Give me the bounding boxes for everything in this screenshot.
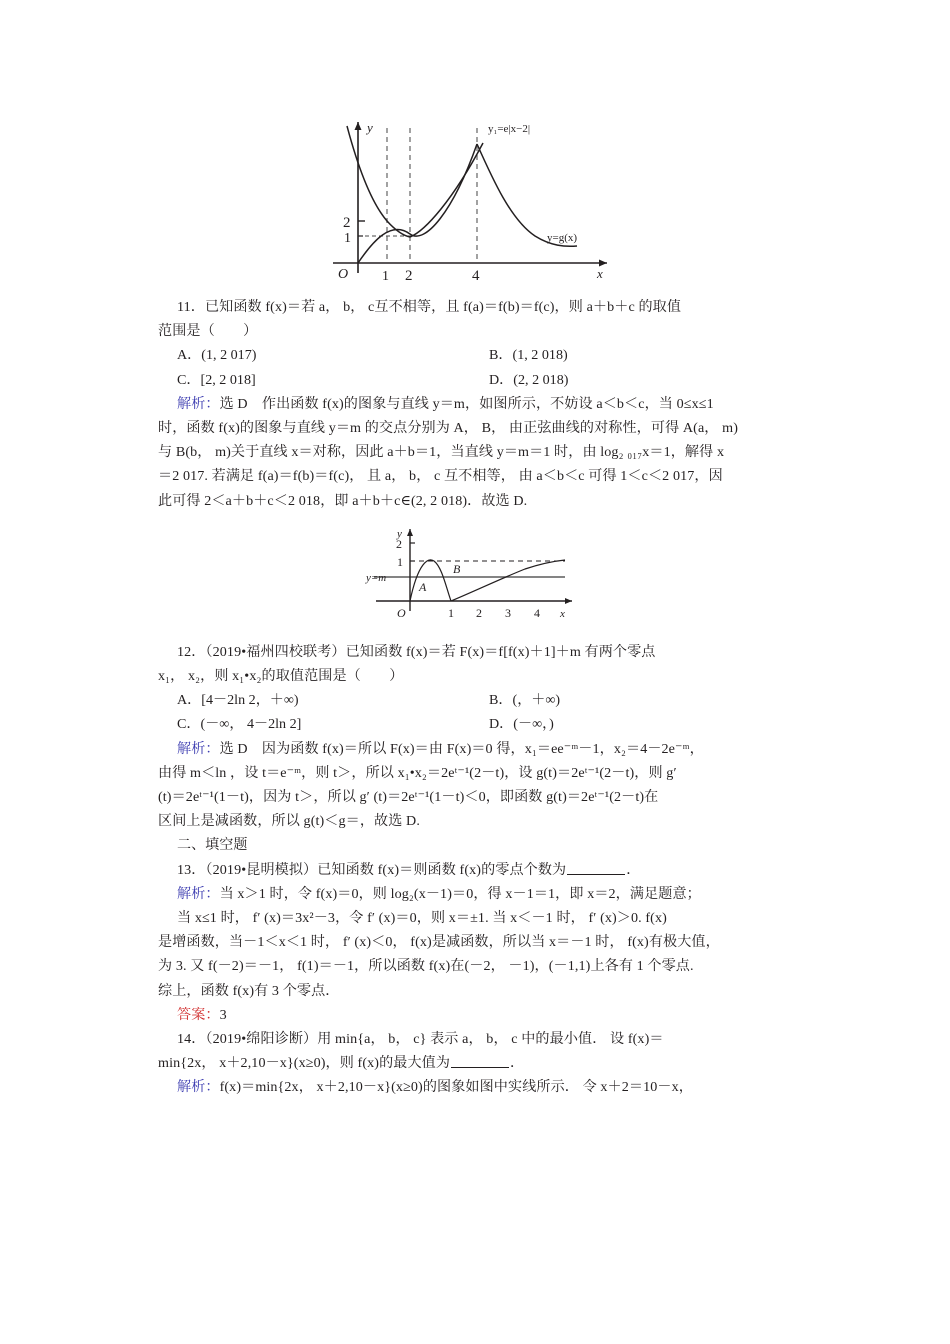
q11-solution-line-3: 与 B(b， m)关于直线 x＝对称，因此 a＋b＝1，当直线 y＝m＝1 时，由 log₂ ₀₁₇x＝1，解得 x: [158, 444, 725, 461]
answer-label: 答案：: [177, 1006, 220, 1023]
q13-answer-line: [158, 1003, 792, 1027]
q11-option-A[interactable]: A．(1, 2 017): [177, 347, 257, 364]
question-14-solution: [158, 1075, 792, 1099]
q13-solution-line-2: 当 x≤1 时， f′ (x)＝3x²－3，令 f′ (x)＝0，则 x＝±1. 当 x＜－1 时， f′ (x)＞0. f(x): [177, 910, 667, 927]
curve-sine-hump: [410, 560, 451, 601]
x-tick-label-1: 1: [382, 269, 389, 283]
q12-option-D[interactable]: D．(－∞，): [489, 716, 554, 733]
point-label-A: A: [419, 579, 427, 594]
y-tick-label-2: 2: [396, 536, 402, 551]
q12-solution-line-1: 解析：选 D 因为函数 f(x)＝所以 F(x)＝由 F(x)＝0 得，x₁＝ee⁻ᵐ－1，x₂＝4－2e⁻ᵐ，: [177, 740, 704, 757]
origin-label: O: [338, 267, 349, 282]
x-tick-label-1: 1: [448, 605, 454, 620]
y-tick-label-2: 2: [343, 215, 351, 231]
question-12-stem: [158, 640, 792, 688]
y-tick-label-1: 1: [397, 554, 403, 569]
q12-option-row-1: [158, 688, 792, 712]
q11-solution-line-2: 时，函数 f(x)的图象与直线 y＝m 的交点分别为 A， B， 由正弦曲线的对称性，可得 A(a， m): [158, 420, 738, 437]
q13-solution-line-4: 为 3. 又 f(－2)＝－1， f(1)＝－1，所以函数 f(x)在(－2， －1)，(－1,1)上各有 1 个零点.: [158, 958, 694, 975]
q14-solution-line-1: 解析：f(x)＝min{2x， x＋2,10－x}(x≥0)的图象如图中实线所示． 令 x＋2＝10－x，: [177, 1079, 693, 1096]
answer-blank[interactable]: [451, 1056, 509, 1068]
question-13-stem: [158, 858, 792, 882]
question-14-stem: [158, 1027, 792, 1075]
q12-solution-line-2: 由得 m＜ln ，设 t＝e⁻ᵐ，则 t＞，所以 x₁•x₂＝2eᵗ⁻¹(2－t)，设 g(t)＝2eᵗ⁻¹(2－t)，则 g′: [158, 764, 677, 781]
q11-line-2: 范围是（ ）: [158, 323, 258, 340]
q12-solution-line-3: (t)＝2eᵗ⁻¹(1－t)，因为 t＞，所以 g′ (t)＝2eᵗ⁻¹(1－t)＜0，即函数 g(t)＝2eᵗ⁻¹(2－t)在: [158, 789, 659, 806]
question-13-solution: [158, 882, 792, 1003]
origin-label: O: [397, 605, 406, 620]
question-13-answer: [158, 1003, 792, 1027]
curve-log-rising: [451, 560, 565, 601]
answer-value: 3: [219, 1006, 227, 1023]
q12-option-A[interactable]: A．[4－2ln 2，＋∞): [177, 692, 299, 709]
q11-option-row-2: [158, 368, 792, 392]
q12-option-C[interactable]: C．(－∞， 4－2ln 2]: [177, 716, 302, 733]
section-heading-fill-in-blanks: 二、填空题: [177, 837, 248, 854]
solution-label: 解析：: [177, 395, 220, 412]
q11-option-row-1: [158, 343, 792, 367]
x-tick-label-4: 4: [534, 605, 540, 620]
answer-blank[interactable]: [567, 863, 625, 875]
point-label-B: B: [453, 561, 461, 576]
question-11-stem: [158, 295, 792, 343]
y-axis-arrow: [407, 529, 413, 536]
q13-solution-line-1: 解析：当 x＞1 时，令 f(x)＝0，则 log₂(x－1)＝0，得 x－1＝1，即 x＝2，满足题意；: [177, 885, 701, 902]
y-tick-label-1: 1: [344, 231, 351, 246]
x-tick-label-3: 3: [505, 605, 511, 620]
q14-line-1: 14．（2019•绵阳诊断）用 min{a， b， c} 表示 a， b， c 中的最小值． 设 f(x)＝: [177, 1031, 664, 1048]
x-tick-label-2: 2: [405, 268, 413, 283]
q12-option-B[interactable]: B．(，＋∞): [489, 692, 561, 709]
x-axis-arrow: [565, 598, 572, 604]
question-12-solution: [158, 737, 792, 834]
q11-solution-line-5: 此可得 2＜a＋b＋c＜2 018，即 a＋b＋c∈(2, 2 018)．故选 D.: [158, 492, 528, 509]
graph-exponential-absolute: [325, 108, 625, 283]
page-content: [158, 0, 792, 1100]
x-tick-label-2: 2: [476, 605, 482, 620]
q13-line-1: 13．（2019•昆明模拟）已知函数 f(x)＝则函数 f(x)的零点个数为 ．: [177, 861, 641, 878]
q11-option-D[interactable]: D．(2, 2 018): [489, 371, 569, 388]
x-axis-label: x: [560, 607, 565, 620]
figure-1-container: [158, 108, 792, 283]
y-axis-arrow: [355, 122, 362, 130]
question-11-solution: [158, 392, 792, 513]
x-tick-label-4: 4: [472, 268, 480, 283]
solution-label: 解析：: [177, 740, 220, 757]
curve-g-decay: [477, 144, 577, 246]
q11-line-1: 11．已知函数 f(x)＝若 a， b， c互不相等，且 f(a)＝f(b)＝f(c)，则 a＋b＋c 的取值: [177, 299, 682, 315]
label-y-equals-m: y=m: [366, 571, 387, 584]
q12-line-2: x₁， x₂，则 x₁•x₂的取值范围是（ ）: [158, 668, 404, 685]
q11-option-B[interactable]: B．(1, 2 018): [489, 347, 568, 364]
curve-label-g: y=g(x): [547, 232, 578, 244]
curve-exp-left: [347, 126, 410, 237]
solution-label: 解析：: [177, 885, 220, 902]
x-axis-label: x: [597, 266, 603, 281]
q11-solution-line-4: ＝2 017. 若满足 f(a)＝f(b)＝f(c)， 且 a， b， c 互不相等， 由 a＜b＜c 可得 1＜c＜2 017，因: [158, 468, 723, 485]
solution-label: 解析：: [177, 1079, 220, 1096]
q12-solution-line-4: 区间上是减函数，所以 g(t)＜g＝，故选 D.: [158, 813, 420, 830]
graph-sine-log: [360, 521, 590, 631]
q14-line-2: min{2x， x＋2,10－x}(x≥0)，则 f(x)的最大值为 ．: [158, 1055, 525, 1072]
q12-line-1: 12．（2019•福州四校联考）已知函数 f(x)＝若 F(x)＝f[f(x)＋1]＋m 有两个零点: [177, 643, 656, 660]
q11-solution-line-1: 解析：选 D 作出函数 f(x)的图象与直线 y＝m，如图所示，不妨设 a＜b＜c，当 0≤x≤1: [177, 395, 714, 412]
q12-option-row-2: [158, 712, 792, 736]
q13-solution-line-3: 是增函数，当－1＜x＜1 时， f′ (x)＜0， f(x)是减函数，所以当 x＝－1 时， f(x)有极大值，: [158, 934, 720, 951]
y-axis-label: y: [397, 527, 402, 540]
q11-option-C[interactable]: C．[2, 2 018]: [177, 371, 256, 388]
curve-label-y1: y₁=e|x−2|: [488, 123, 531, 135]
y-axis-label: y: [367, 120, 373, 135]
q13-solution-line-5: 综上，函数 f(x)有 3 个零点．: [158, 982, 340, 999]
figure-2-container: [158, 521, 792, 631]
